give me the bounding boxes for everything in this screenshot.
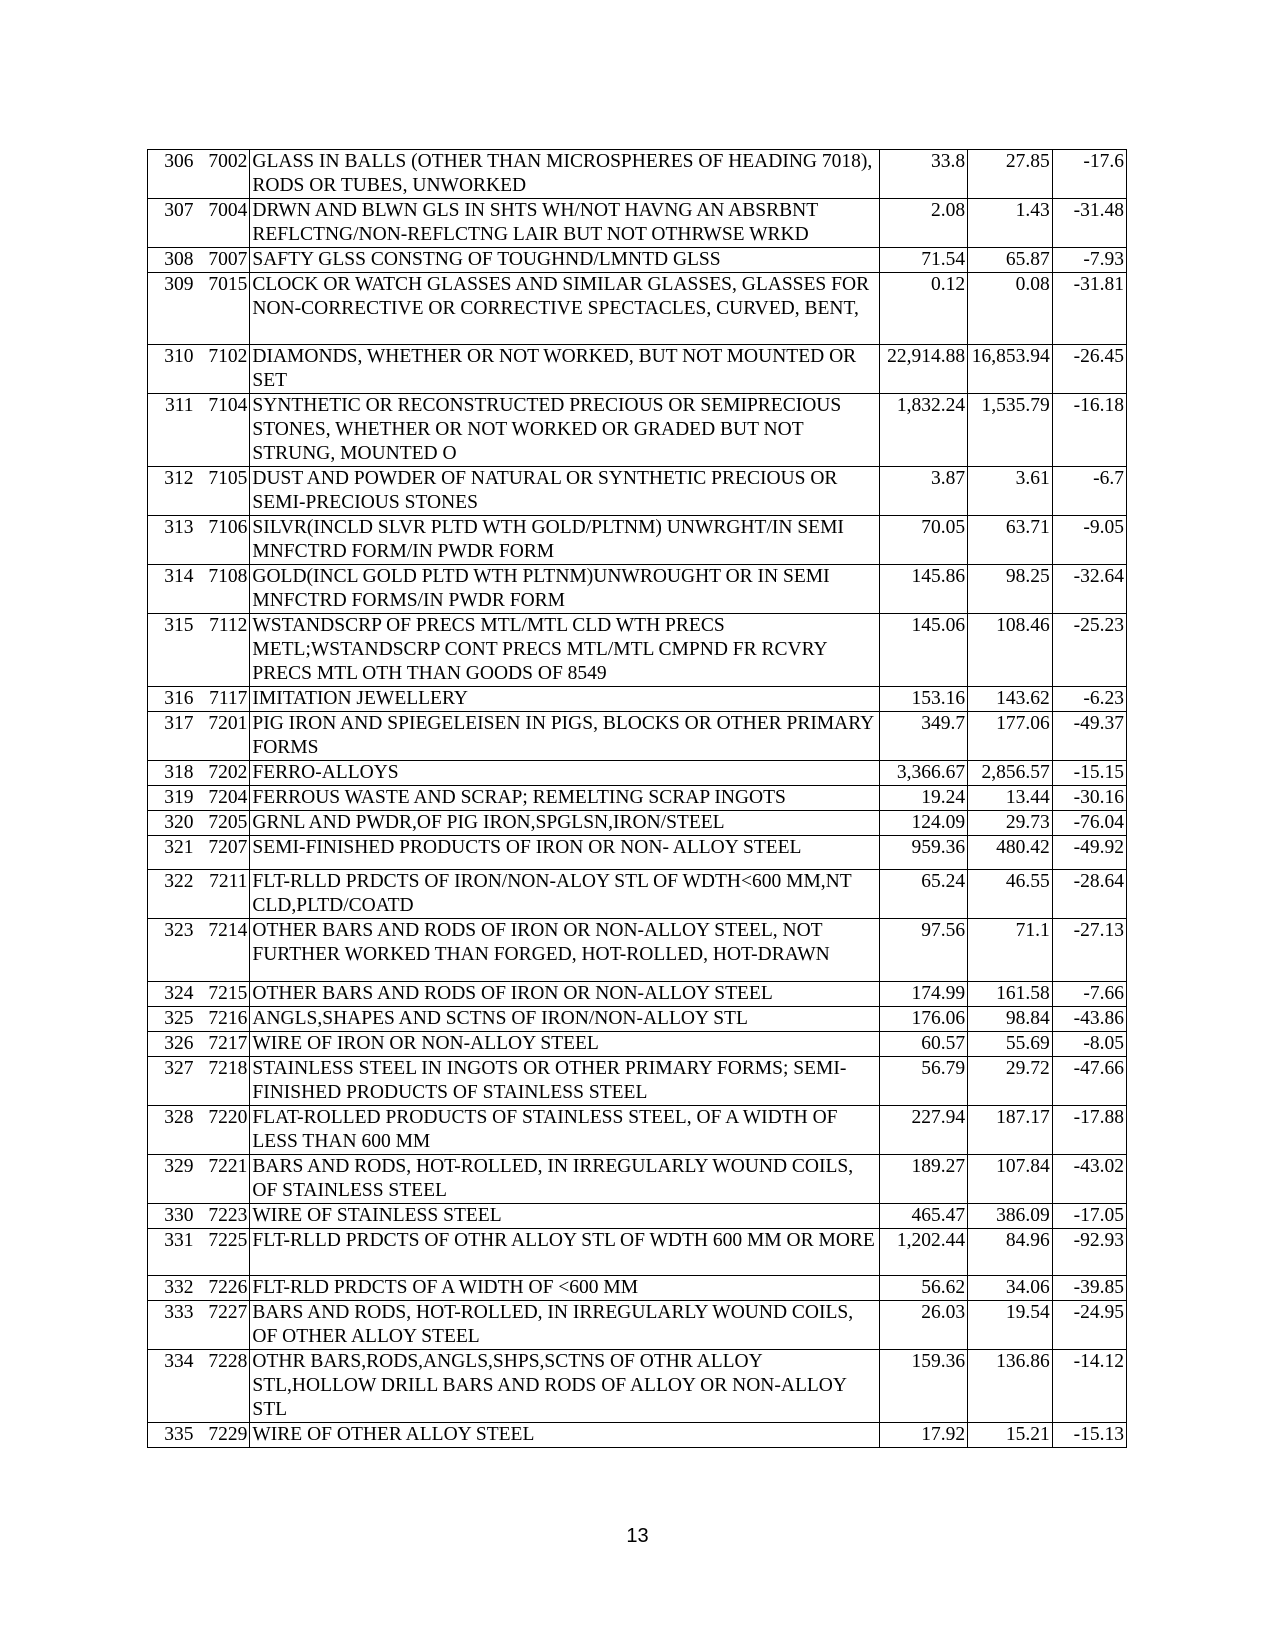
value-1-cell: 174.99 xyxy=(880,982,968,1007)
serial-number-cell: 311 xyxy=(148,394,196,467)
value-2-cell: 29.72 xyxy=(968,1057,1053,1106)
description-cell: OTHER BARS AND RODS OF IRON OR NON-ALLOY STEEL xyxy=(250,982,880,1007)
hs-code-cell: 7217 xyxy=(196,1032,250,1057)
description-cell: OTHR BARS,RODS,ANGLS,SHPS,SCTNS OF OTHR ALLOY STL,HOLLOW DRILL BARS AND RODS OF ALLOY OR NON-ALLOY STL xyxy=(250,1350,880,1423)
table-row xyxy=(148,687,1127,712)
value-2-cell: 55.69 xyxy=(968,1032,1053,1057)
value-1-cell: 227.94 xyxy=(880,1106,968,1155)
change-percent-cell: -27.13 xyxy=(1052,919,1126,982)
table-row xyxy=(148,836,1127,870)
table-row xyxy=(148,150,1127,199)
value-2-cell: 65.87 xyxy=(968,248,1053,273)
table-row xyxy=(148,614,1127,687)
description-cell: WIRE OF STAINLESS STEEL xyxy=(250,1204,880,1229)
commodity-table xyxy=(147,149,1127,1448)
serial-number-cell: 308 xyxy=(148,248,196,273)
change-percent-cell: -15.15 xyxy=(1052,761,1126,786)
serial-number-cell: 322 xyxy=(148,870,196,919)
table-row xyxy=(148,786,1127,811)
serial-number-cell: 314 xyxy=(148,565,196,614)
table-row xyxy=(148,870,1127,919)
description-cell: FLT-RLD PRDCTS OF A WIDTH OF <600 MM xyxy=(250,1276,880,1301)
value-2-cell: 143.62 xyxy=(968,687,1053,712)
value-2-cell: 108.46 xyxy=(968,614,1053,687)
value-2-cell: 63.71 xyxy=(968,516,1053,565)
change-percent-cell: -43.86 xyxy=(1052,1007,1126,1032)
table-row xyxy=(148,1301,1127,1350)
value-1-cell: 0.12 xyxy=(880,273,968,345)
hs-code-cell: 7221 xyxy=(196,1155,250,1204)
description-cell: SEMI-FINISHED PRODUCTS OF IRON OR NON- ALLOY STEEL xyxy=(250,836,880,870)
value-2-cell: 386.09 xyxy=(968,1204,1053,1229)
change-percent-cell: -39.85 xyxy=(1052,1276,1126,1301)
change-percent-cell: -7.66 xyxy=(1052,982,1126,1007)
table-row xyxy=(148,1204,1127,1229)
page-number: 13 xyxy=(626,1525,649,1547)
hs-code-cell: 7002 xyxy=(196,150,250,199)
value-2-cell: 13.44 xyxy=(968,786,1053,811)
hs-code-cell: 7117 xyxy=(196,687,250,712)
change-percent-cell: -15.13 xyxy=(1052,1423,1126,1448)
value-1-cell: 33.8 xyxy=(880,150,968,199)
description-cell: DUST AND POWDER OF NATURAL OR SYNTHETIC PRECIOUS OR SEMI-PRECIOUS STONES xyxy=(250,467,880,516)
serial-number-cell: 332 xyxy=(148,1276,196,1301)
hs-code-cell: 7226 xyxy=(196,1276,250,1301)
change-percent-cell: -26.45 xyxy=(1052,345,1126,394)
serial-number-cell: 328 xyxy=(148,1106,196,1155)
serial-number-cell: 320 xyxy=(148,811,196,836)
table-row xyxy=(148,1276,1127,1301)
value-2-cell: 1,535.79 xyxy=(968,394,1053,467)
description-cell: BARS AND RODS, HOT-ROLLED, IN IRREGULARLY WOUND COILS, OF STAINLESS STEEL xyxy=(250,1155,880,1204)
serial-number-cell: 323 xyxy=(148,919,196,982)
value-1-cell: 56.79 xyxy=(880,1057,968,1106)
value-2-cell: 1.43 xyxy=(968,199,1053,248)
table-row xyxy=(148,273,1127,345)
value-1-cell: 22,914.88 xyxy=(880,345,968,394)
description-cell: FERROUS WASTE AND SCRAP; REMELTING SCRAP INGOTS xyxy=(250,786,880,811)
value-2-cell: 107.84 xyxy=(968,1155,1053,1204)
hs-code-cell: 7112 xyxy=(196,614,250,687)
table-row xyxy=(148,565,1127,614)
change-percent-cell: -9.05 xyxy=(1052,516,1126,565)
description-cell: PIG IRON AND SPIEGELEISEN IN PIGS, BLOCKS OR OTHER PRIMARY FORMS xyxy=(250,712,880,761)
value-1-cell: 124.09 xyxy=(880,811,968,836)
hs-code-cell: 7106 xyxy=(196,516,250,565)
table-row xyxy=(148,811,1127,836)
description-cell: STAINLESS STEEL IN INGOTS OR OTHER PRIMARY FORMS; SEMI-FINISHED PRODUCTS OF STAINLESS STEEL xyxy=(250,1057,880,1106)
value-1-cell: 17.92 xyxy=(880,1423,968,1448)
hs-code-cell: 7225 xyxy=(196,1229,250,1276)
change-percent-cell: -17.05 xyxy=(1052,1204,1126,1229)
description-cell: WIRE OF OTHER ALLOY STEEL xyxy=(250,1423,880,1448)
hs-code-cell: 7227 xyxy=(196,1301,250,1350)
hs-code-cell: 7204 xyxy=(196,786,250,811)
value-2-cell: 71.1 xyxy=(968,919,1053,982)
value-1-cell: 189.27 xyxy=(880,1155,968,1204)
description-cell: GRNL AND PWDR,OF PIG IRON,SPGLSN,IRON/STEEL xyxy=(250,811,880,836)
value-2-cell: 2,856.57 xyxy=(968,761,1053,786)
change-percent-cell: -30.16 xyxy=(1052,786,1126,811)
value-1-cell: 959.36 xyxy=(880,836,968,870)
value-2-cell: 98.25 xyxy=(968,565,1053,614)
value-2-cell: 15.21 xyxy=(968,1423,1053,1448)
hs-code-cell: 7205 xyxy=(196,811,250,836)
hs-code-cell: 7211 xyxy=(196,870,250,919)
table-row xyxy=(148,1032,1127,1057)
table-row xyxy=(148,199,1127,248)
value-2-cell: 177.06 xyxy=(968,712,1053,761)
change-percent-cell: -43.02 xyxy=(1052,1155,1126,1204)
table-row xyxy=(148,761,1127,786)
value-1-cell: 159.36 xyxy=(880,1350,968,1423)
change-percent-cell: -16.18 xyxy=(1052,394,1126,467)
hs-code-cell: 7229 xyxy=(196,1423,250,1448)
value-1-cell: 465.47 xyxy=(880,1204,968,1229)
value-1-cell: 349.7 xyxy=(880,712,968,761)
table-row xyxy=(148,1229,1127,1276)
serial-number-cell: 324 xyxy=(148,982,196,1007)
serial-number-cell: 307 xyxy=(148,199,196,248)
description-cell: IMITATION JEWELLERY xyxy=(250,687,880,712)
value-1-cell: 71.54 xyxy=(880,248,968,273)
change-percent-cell: -6.23 xyxy=(1052,687,1126,712)
hs-code-cell: 7228 xyxy=(196,1350,250,1423)
value-1-cell: 26.03 xyxy=(880,1301,968,1350)
table-row xyxy=(148,1350,1127,1423)
value-1-cell: 65.24 xyxy=(880,870,968,919)
change-percent-cell: -31.81 xyxy=(1052,273,1126,345)
description-cell: OTHER BARS AND RODS OF IRON OR NON-ALLOY STEEL, NOT FURTHER WORKED THAN FORGED, HOT-ROLLED, HOT-DRAWN xyxy=(250,919,880,982)
table-row xyxy=(148,248,1127,273)
change-percent-cell: -17.6 xyxy=(1052,150,1126,199)
serial-number-cell: 333 xyxy=(148,1301,196,1350)
table-row xyxy=(148,394,1127,467)
change-percent-cell: -28.64 xyxy=(1052,870,1126,919)
change-percent-cell: -17.88 xyxy=(1052,1106,1126,1155)
change-percent-cell: -92.93 xyxy=(1052,1229,1126,1276)
description-cell: DRWN AND BLWN GLS IN SHTS WH/NOT HAVNG AN ABSRBNT REFLCTNG/NON-REFLCTNG LAIR BUT NOT OTHRWSE WRKD xyxy=(250,199,880,248)
table-row xyxy=(148,1155,1127,1204)
commodity-table-body xyxy=(148,150,1127,1448)
table-row xyxy=(148,1106,1127,1155)
hs-code-cell: 7108 xyxy=(196,565,250,614)
change-percent-cell: -32.64 xyxy=(1052,565,1126,614)
table-row xyxy=(148,1057,1127,1106)
description-cell: SILVR(INCLD SLVR PLTD WTH GOLD/PLTNM) UNWRGHT/IN SEMI MNFCTRD FORM/IN PWDR FORM xyxy=(250,516,880,565)
serial-number-cell: 313 xyxy=(148,516,196,565)
table-row xyxy=(148,919,1127,982)
value-2-cell: 16,853.94 xyxy=(968,345,1053,394)
change-percent-cell: -49.37 xyxy=(1052,712,1126,761)
change-percent-cell: -31.48 xyxy=(1052,199,1126,248)
description-cell: CLOCK OR WATCH GLASSES AND SIMILAR GLASSES, GLASSES FOR NON-CORRECTIVE OR CORRECTIVE SPECTACLES, CURVED, BENT, xyxy=(250,273,880,345)
description-cell: GOLD(INCL GOLD PLTD WTH PLTNM)UNWROUGHT OR IN SEMI MNFCTRD FORMS/IN PWDR FORM xyxy=(250,565,880,614)
value-2-cell: 29.73 xyxy=(968,811,1053,836)
serial-number-cell: 335 xyxy=(148,1423,196,1448)
change-percent-cell: -49.92 xyxy=(1052,836,1126,870)
hs-code-cell: 7201 xyxy=(196,712,250,761)
description-cell: FLT-RLLD PRDCTS OF OTHR ALLOY STL OF WDTH 600 MM OR MORE xyxy=(250,1229,880,1276)
serial-number-cell: 331 xyxy=(148,1229,196,1276)
value-2-cell: 19.54 xyxy=(968,1301,1053,1350)
serial-number-cell: 330 xyxy=(148,1204,196,1229)
table-row xyxy=(148,1423,1127,1448)
table-row xyxy=(148,345,1127,394)
serial-number-cell: 317 xyxy=(148,712,196,761)
serial-number-cell: 327 xyxy=(148,1057,196,1106)
serial-number-cell: 309 xyxy=(148,273,196,345)
serial-number-cell: 325 xyxy=(148,1007,196,1032)
value-1-cell: 70.05 xyxy=(880,516,968,565)
change-percent-cell: -8.05 xyxy=(1052,1032,1126,1057)
hs-code-cell: 7216 xyxy=(196,1007,250,1032)
value-1-cell: 1,832.24 xyxy=(880,394,968,467)
description-cell: SAFTY GLSS CONSTNG OF TOUGHND/LMNTD GLSS xyxy=(250,248,880,273)
description-cell: FLAT-ROLLED PRODUCTS OF STAINLESS STEEL, OF A WIDTH OF LESS THAN 600 MM xyxy=(250,1106,880,1155)
value-2-cell: 3.61 xyxy=(968,467,1053,516)
hs-code-cell: 7104 xyxy=(196,394,250,467)
hs-code-cell: 7218 xyxy=(196,1057,250,1106)
change-percent-cell: -14.12 xyxy=(1052,1350,1126,1423)
change-percent-cell: -24.95 xyxy=(1052,1301,1126,1350)
serial-number-cell: 321 xyxy=(148,836,196,870)
value-2-cell: 187.17 xyxy=(968,1106,1053,1155)
hs-code-cell: 7220 xyxy=(196,1106,250,1155)
value-1-cell: 56.62 xyxy=(880,1276,968,1301)
value-1-cell: 145.06 xyxy=(880,614,968,687)
hs-code-cell: 7215 xyxy=(196,982,250,1007)
value-1-cell: 3.87 xyxy=(880,467,968,516)
description-cell: FLT-RLLD PRDCTS OF IRON/NON-ALOY STL OF WDTH<600 MM,NT CLD,PLTD/COATD xyxy=(250,870,880,919)
description-cell: WSTANDSCRP OF PRECS MTL/MTL CLD WTH PRECS METL;WSTANDSCRP CONT PRECS MTL/MTL CMPND FR RCVRY PRECS MTL OTH THAN GOODS OF 8549 xyxy=(250,614,880,687)
value-1-cell: 2.08 xyxy=(880,199,968,248)
value-2-cell: 161.58 xyxy=(968,982,1053,1007)
value-1-cell: 60.57 xyxy=(880,1032,968,1057)
hs-code-cell: 7207 xyxy=(196,836,250,870)
value-1-cell: 145.86 xyxy=(880,565,968,614)
value-2-cell: 136.86 xyxy=(968,1350,1053,1423)
hs-code-cell: 7004 xyxy=(196,199,250,248)
value-1-cell: 3,366.67 xyxy=(880,761,968,786)
serial-number-cell: 334 xyxy=(148,1350,196,1423)
hs-code-cell: 7223 xyxy=(196,1204,250,1229)
value-2-cell: 27.85 xyxy=(968,150,1053,199)
description-cell: ANGLS,SHAPES AND SCTNS OF IRON/NON-ALLOY STL xyxy=(250,1007,880,1032)
serial-number-cell: 329 xyxy=(148,1155,196,1204)
hs-code-cell: 7007 xyxy=(196,248,250,273)
value-2-cell: 84.96 xyxy=(968,1229,1053,1276)
table-row xyxy=(148,516,1127,565)
serial-number-cell: 316 xyxy=(148,687,196,712)
serial-number-cell: 318 xyxy=(148,761,196,786)
value-1-cell: 176.06 xyxy=(880,1007,968,1032)
value-1-cell: 19.24 xyxy=(880,786,968,811)
value-2-cell: 46.55 xyxy=(968,870,1053,919)
description-cell: WIRE OF IRON OR NON-ALLOY STEEL xyxy=(250,1032,880,1057)
change-percent-cell: -6.7 xyxy=(1052,467,1126,516)
change-percent-cell: -47.66 xyxy=(1052,1057,1126,1106)
serial-number-cell: 312 xyxy=(148,467,196,516)
table-row xyxy=(148,982,1127,1007)
table-row xyxy=(148,467,1127,516)
value-1-cell: 1,202.44 xyxy=(880,1229,968,1276)
serial-number-cell: 326 xyxy=(148,1032,196,1057)
change-percent-cell: -25.23 xyxy=(1052,614,1126,687)
serial-number-cell: 319 xyxy=(148,786,196,811)
description-cell: SYNTHETIC OR RECONSTRUCTED PRECIOUS OR SEMIPRECIOUS STONES, WHETHER OR NOT WORKED OR GRADED BUT NOT STRUNG, MOUNTED O xyxy=(250,394,880,467)
hs-code-cell: 7015 xyxy=(196,273,250,345)
hs-code-cell: 7214 xyxy=(196,919,250,982)
change-percent-cell: -76.04 xyxy=(1052,811,1126,836)
value-2-cell: 98.84 xyxy=(968,1007,1053,1032)
description-cell: BARS AND RODS, HOT-ROLLED, IN IRREGULARLY WOUND COILS, OF OTHER ALLOY STEEL xyxy=(250,1301,880,1350)
description-cell: DIAMONDS, WHETHER OR NOT WORKED, BUT NOT MOUNTED OR SET xyxy=(250,345,880,394)
table-row xyxy=(148,712,1127,761)
description-cell: GLASS IN BALLS (OTHER THAN MICROSPHERES OF HEADING 7018), RODS OR TUBES, UNWORKED xyxy=(250,150,880,199)
hs-code-cell: 7102 xyxy=(196,345,250,394)
serial-number-cell: 315 xyxy=(148,614,196,687)
change-percent-cell: -7.93 xyxy=(1052,248,1126,273)
value-1-cell: 97.56 xyxy=(880,919,968,982)
hs-code-cell: 7202 xyxy=(196,761,250,786)
description-cell: FERRO-ALLOYS xyxy=(250,761,880,786)
table-row xyxy=(148,1007,1127,1032)
serial-number-cell: 310 xyxy=(148,345,196,394)
value-1-cell: 153.16 xyxy=(880,687,968,712)
value-2-cell: 0.08 xyxy=(968,273,1053,345)
hs-code-cell: 7105 xyxy=(196,467,250,516)
value-2-cell: 480.42 xyxy=(968,836,1053,870)
serial-number-cell: 306 xyxy=(148,150,196,199)
value-2-cell: 34.06 xyxy=(968,1276,1053,1301)
